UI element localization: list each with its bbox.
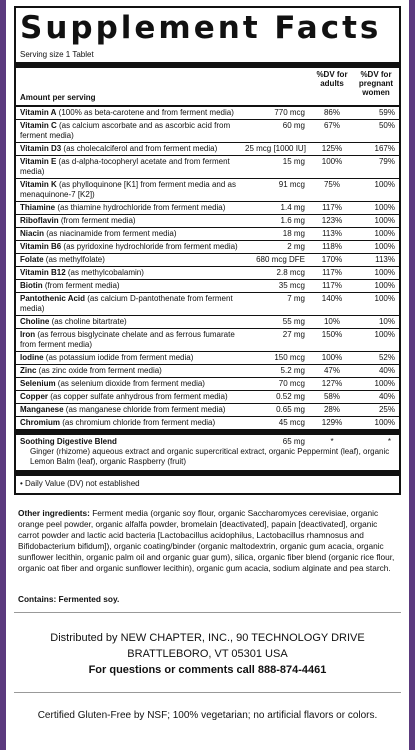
nutrient-row — [16, 179, 399, 202]
nutrient-dv-adults: 100% — [321, 157, 343, 166]
dv-footnote: • Daily Value (DV) not established — [20, 479, 140, 488]
nutrient-name: Thiamine (as thiamine hydrochloride from ferment media) — [20, 203, 226, 212]
nutrient-row — [16, 293, 399, 316]
supplement-facts-panel — [14, 6, 401, 495]
nutrient-dv-pregnant: 50% — [378, 121, 395, 130]
nutrient-amount: 680 mcg DFE — [256, 255, 305, 264]
nutrient-row — [16, 352, 399, 365]
nutrient-name: Vitamin K (as phylloquinone [K1] from ferment media and as menaquinone-7 [K2]) — [20, 180, 236, 199]
nutrient-dv-adults: 123% — [321, 216, 343, 225]
nutrient-amount: 18 mg — [282, 229, 305, 238]
nutrient-row — [16, 365, 399, 378]
nutrient-row — [16, 120, 399, 143]
nutrient-name: Niacin (as niacinamide from ferment media) — [20, 229, 177, 238]
blend-dv-adults: * — [330, 437, 334, 446]
nutrient-dv-adults: 118% — [322, 242, 342, 251]
panel-title: Supplement Facts — [20, 10, 382, 46]
nutrient-row — [16, 156, 399, 179]
other-ingredients-text: Ferment media (organic soy flour, organic Saccharomyces cerevisiae, organic orange peel powder, organic alfalfa powder, bromelain [deactivated], papain [deactivated], organic carrot powder and lactic acid bacteria [Lactobacillus acidophilus, Lactobacillus rhamnosus and Bifidobacterium bifidum]), organic coating/binder (organic maltodextrin, organic gum acacia, organic sunflower lecithin, organic palm oil and organic guar gum), silica, organic fiber blend (organic rice flour, organic oat fiber and organic sunflower lecithin), organic gum acacia, sodium alginate and pea starch. — [18, 508, 395, 573]
dv-adults-header: %DV for adults — [316, 70, 348, 88]
nutrient-dv-adults: 117% — [322, 281, 342, 290]
nutrient-name: Pantothenic Acid (as calcium D-pantothenate from ferment media) — [20, 294, 233, 313]
nutrient-amount: 35 mcg — [278, 281, 305, 290]
nutrient-dv-pregnant: 100% — [374, 379, 395, 388]
nutrient-name: Vitamin B6 (as pyridoxine hydrochloride from ferment media) — [20, 242, 238, 251]
distributor-phone: For questions or comments call 888-874-4461 — [88, 664, 327, 676]
nutrient-dv-adults: 75% — [323, 180, 340, 189]
nutrient-dv-pregnant: 100% — [374, 229, 395, 238]
nutrient-dv-pregnant: 100% — [374, 281, 395, 290]
nutrient-amount: 1.4 mg — [280, 203, 305, 212]
nutrient-row — [16, 215, 399, 228]
nutrient-amount: 27 mg — [282, 330, 305, 339]
nutrient-name: Zinc (as zinc oxide from ferment media) — [20, 366, 162, 375]
nutrient-dv-adults: 47% — [323, 366, 340, 375]
nutrient-dv-pregnant: 59% — [378, 108, 395, 117]
nutrient-amount: 45 mcg — [278, 418, 305, 427]
nutrient-dv-pregnant: 100% — [374, 418, 395, 427]
nutrient-name: Vitamin D3 (as cholecalciferol and from ferment media) — [20, 144, 218, 153]
distributor-info — [14, 630, 401, 678]
blend-description: Ginger (rhizome) aqueous extract and organic supercritical extract, organic Peppermint (leaf), organic Lemon Balm (leaf), organic Raspberry (fruit) — [30, 447, 390, 466]
nutrient-rows — [16, 107, 399, 435]
nutrient-row — [16, 107, 399, 120]
nutrient-dv-pregnant: 100% — [374, 268, 395, 277]
nutrient-row — [16, 267, 399, 280]
blend-dv-pregnant: * — [387, 437, 391, 446]
blend-amount: 65 mg — [282, 437, 305, 446]
nutrient-dv-pregnant: 100% — [374, 180, 395, 189]
nutrient-dv-adults: 28% — [323, 405, 340, 414]
nutrient-amount: 91 mcg — [278, 180, 305, 189]
nutrient-name: Riboflavin (from ferment media) — [20, 216, 136, 225]
nutrient-dv-adults: 10% — [323, 317, 340, 326]
distributor-line-2: BRATTLEBORO, VT 05301 USA — [127, 648, 288, 660]
other-ingredients — [18, 508, 398, 574]
nutrient-amount: 60 mg — [282, 121, 305, 130]
nutrient-name: Vitamin B12 (as methylcobalamin) — [20, 268, 144, 277]
nutrient-amount: 150 mcg — [274, 353, 305, 362]
dv-pregnant-header: %DV for pregnant women — [358, 70, 394, 97]
nutrient-dv-adults: 58% — [323, 392, 340, 401]
nutrient-amount: 25 mcg [1000 IU] — [245, 144, 306, 153]
nutrient-row — [16, 404, 399, 417]
nutrient-dv-adults: 86% — [323, 108, 340, 117]
nutrient-dv-adults: 170% — [321, 255, 343, 264]
nutrient-dv-pregnant: 79% — [378, 157, 395, 166]
nutrient-row — [16, 228, 399, 241]
nutrient-dv-adults: 100% — [321, 353, 343, 362]
nutrient-row — [16, 329, 399, 352]
distributor-line-1: Distributed by NEW CHAPTER, INC., 90 TECHNOLOGY DRIVE — [50, 632, 365, 644]
nutrient-row — [16, 280, 399, 293]
nutrient-amount: 0.65 mg — [276, 405, 305, 414]
nutrient-name: Choline (as choline bitartrate) — [20, 317, 127, 326]
divider — [14, 612, 401, 613]
nutrient-dv-adults: 113% — [322, 229, 342, 238]
nutrient-dv-pregnant: 52% — [378, 353, 395, 362]
nutrient-dv-adults: 117% — [322, 203, 342, 212]
nutrient-dv-adults: 117% — [322, 268, 342, 277]
nutrient-row — [16, 241, 399, 254]
nutrient-dv-pregnant: 113% — [375, 255, 395, 264]
nutrient-dv-pregnant: 100% — [374, 216, 395, 225]
nutrient-amount: 15 mg — [282, 157, 305, 166]
nutrient-name: Selenium (as selenium dioxide from ferment media) — [20, 379, 205, 388]
table-header — [16, 68, 399, 107]
nutrient-row — [16, 378, 399, 391]
nutrient-row — [16, 316, 399, 329]
nutrient-name: Vitamin A (100% as beta-carotene and from ferment media) — [20, 108, 234, 117]
nutrient-amount: 55 mg — [282, 317, 305, 326]
blend-name: Soothing Digestive Blend — [20, 437, 117, 446]
serving-size: Serving size 1 Tablet — [16, 48, 399, 68]
nutrient-row — [16, 143, 399, 156]
nutrient-dv-pregnant: 100% — [374, 203, 395, 212]
nutrient-amount: 70 mcg — [278, 379, 305, 388]
nutrient-dv-pregnant: 167% — [374, 144, 395, 153]
nutrient-dv-adults: 125% — [321, 144, 343, 153]
nutrient-dv-pregnant: 100% — [374, 242, 395, 251]
nutrient-dv-pregnant: 40% — [378, 366, 395, 375]
nutrient-name: Chromium (as chromium chloride from ferment media) — [20, 418, 216, 427]
nutrient-dv-adults: 127% — [321, 379, 343, 388]
digestive-blend — [16, 435, 399, 476]
nutrient-amount: 770 mcg — [274, 108, 305, 117]
nutrient-name: Folate (as methylfolate) — [20, 255, 105, 264]
nutrient-amount: 0.52 mg — [276, 392, 305, 401]
nutrient-amount: 5.2 mg — [280, 366, 305, 375]
nutrient-dv-adults: 140% — [321, 294, 343, 303]
amount-per-serving-label: Amount per serving — [20, 93, 96, 102]
nutrient-dv-adults: 67% — [323, 121, 340, 130]
nutrient-name: Biotin (from ferment media) — [20, 281, 120, 290]
nutrient-name: Manganese (as manganese chloride from ferment media) — [20, 405, 226, 414]
nutrient-name: Vitamin C (as calcium ascorbate and as ascorbic acid from ferment media) — [20, 121, 231, 140]
allergen-statement: Contains: Fermented soy. — [18, 594, 120, 604]
nutrient-dv-pregnant: 25% — [378, 405, 395, 414]
divider — [14, 692, 401, 693]
other-ingredients-label: Other ingredients: — [18, 508, 90, 518]
nutrient-dv-pregnant: 40% — [378, 392, 395, 401]
nutrient-dv-pregnant: 100% — [374, 294, 395, 303]
nutrient-dv-adults: 150% — [321, 330, 343, 339]
nutrient-row — [16, 391, 399, 404]
nutrient-name: Vitamin E (as d-alpha-tocopheryl acetate and from ferment media) — [20, 157, 230, 176]
nutrient-row — [16, 254, 399, 267]
nutrient-name: Copper (as copper sulfate anhydrous from ferment media) — [20, 392, 228, 401]
nutrient-row — [16, 417, 399, 435]
nutrient-amount: 1.6 mg — [280, 216, 305, 225]
nutrient-amount: 2 mg — [287, 242, 305, 251]
certification-text: Certified Gluten-Free by NSF; 100% vegetarian; no artificial flavors or colors. — [37, 710, 378, 721]
nutrient-name: Iron (as ferrous bisglycinate chelate and as ferrous fumarate from ferment media) — [20, 330, 235, 349]
nutrient-amount: 7 mg — [287, 294, 305, 303]
nutrient-dv-adults: 129% — [321, 418, 343, 427]
nutrient-row — [16, 202, 399, 215]
nutrient-amount: 2.8 mcg — [276, 268, 305, 277]
nutrient-name: Iodine (as potassium iodide from ferment media) — [20, 353, 194, 362]
nutrient-dv-pregnant: 100% — [374, 330, 395, 339]
nutrient-dv-pregnant: 10% — [378, 317, 395, 326]
